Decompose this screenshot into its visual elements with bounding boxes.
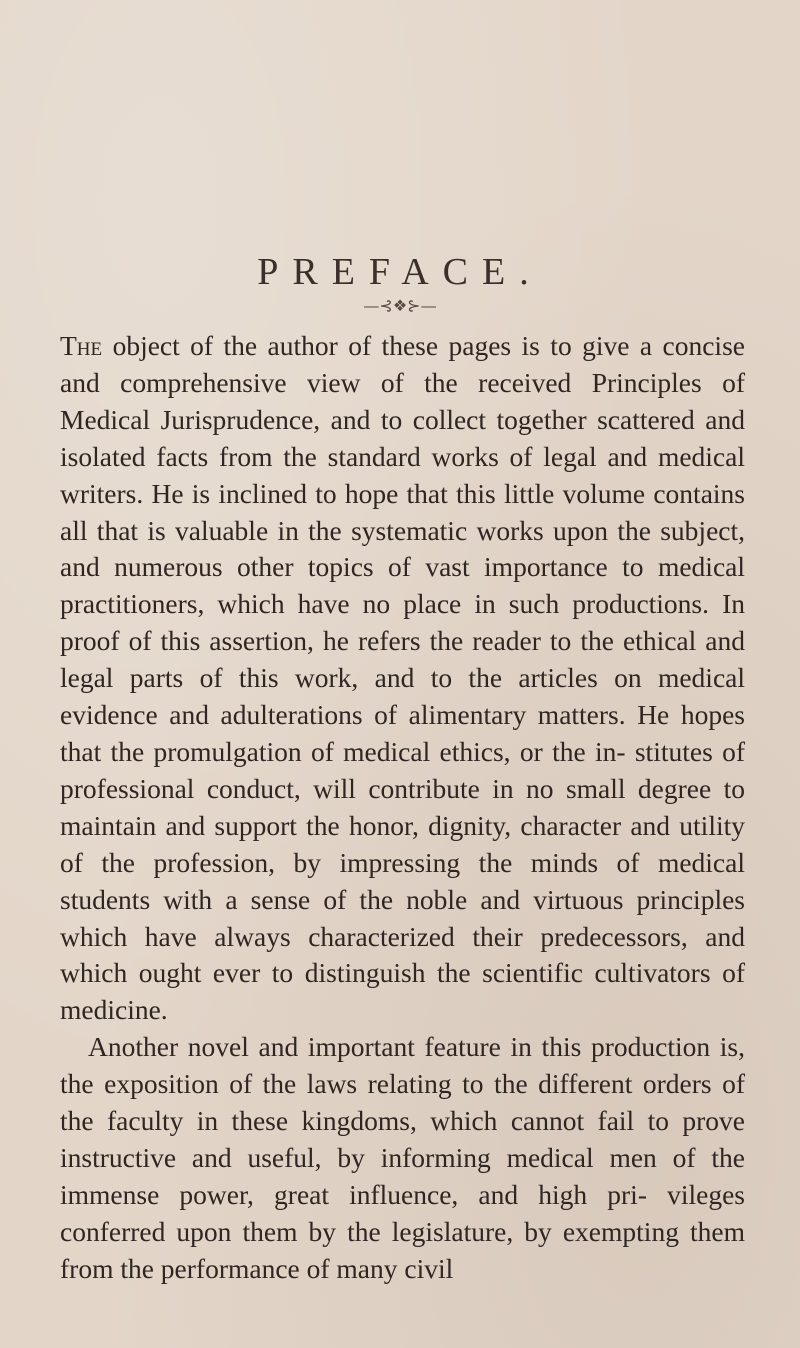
ornament-divider: —⊰❖⊱— <box>363 296 437 315</box>
paragraph-2: Another novel and important feature in this production is, the exposition of the laws relating to the different orders of the faculty in these kingdoms, which cannot fail to prove instructive and useful, by informing medical men of the immense power, great influence, and high pri- vileges conferred upon them by the legislature, by exempting them from the performance of many civil <box>60 1031 745 1284</box>
preface-body <box>60 328 745 1288</box>
page-heading: PREFACE. <box>257 251 543 293</box>
paragraph-1-lead: The <box>60 330 103 361</box>
paragraph-1-text: object of the author of these pages is to give a concise and comprehensive view of the received Principles of Medical Jurisprudence, and to collect together scattered and isolated facts from the standard works of legal and medical writers. He is inclined to hope that this little volume contains all that is valuable in the systematic works upon the subject, and numerous other topics of vast importance to medical practitioners, which have no place in such productions. In proof of this assertion, he refers the reader to the ethical and legal parts of this work, and to the articles on medical evidence and adulterations of alimentary matters. He hopes that the promulgation of medical ethics, or the in- stitutes of professional conduct, will contribute in no small degree to maintain and support the honor, dignity, character and utility of the profession, by impressing the minds of medical students with a sense of the noble and virtuous principles which have always characterized their predecessors, and which ought ever to distinguish the scientific cultivators of medicine. <box>60 330 745 1026</box>
paragraph-1 <box>60 328 745 1029</box>
